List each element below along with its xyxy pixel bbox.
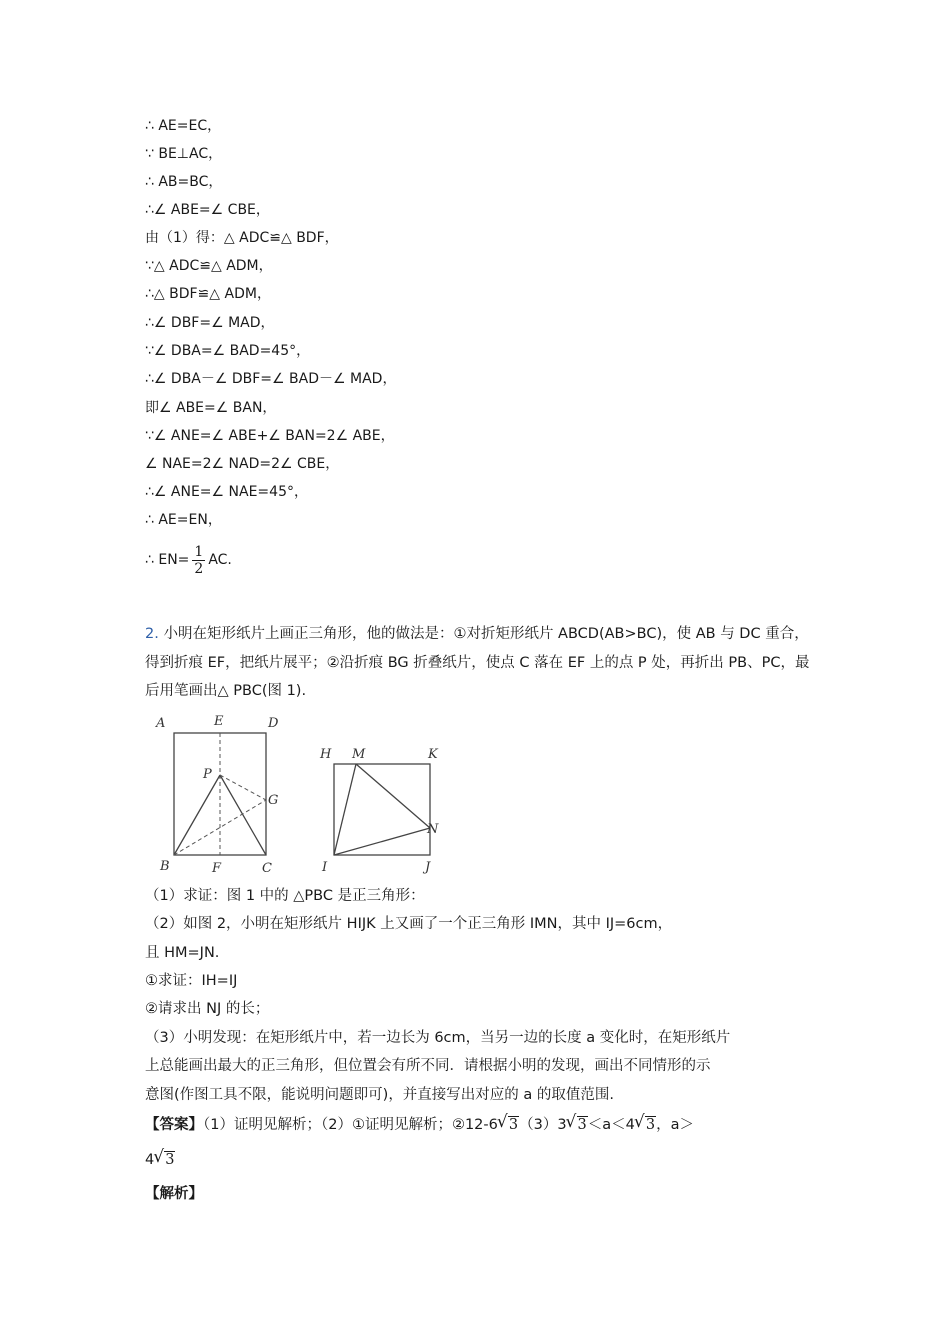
solution-step: ∴ AE=EN， bbox=[145, 512, 222, 528]
solution-step: ∵∠ ANE=∠ ABE+∠ BAN=2∠ ABE， bbox=[145, 428, 395, 444]
solution-step: ∴∠ ANE=∠ NAE=45°， bbox=[145, 484, 308, 500]
label-f: F bbox=[212, 861, 222, 876]
segment-in bbox=[334, 828, 430, 855]
label-n: N bbox=[427, 822, 439, 837]
solution-step: ∴∠ ABE=∠ CBE， bbox=[145, 202, 270, 218]
part-2-cont: 且 HM=JN. bbox=[145, 945, 220, 961]
question-number: 2. bbox=[145, 626, 159, 642]
part-3: （3）小明发现：在矩形纸片中，若一边长为 6cm，当另一边的长度 a 变化时，在矩形纸片 bbox=[145, 1030, 731, 1046]
analysis-label: 【解析】 bbox=[145, 1186, 203, 1202]
label-j: J bbox=[425, 860, 431, 875]
answer-text: ＜a＜4 bbox=[587, 1117, 635, 1133]
answer-text: 4 bbox=[145, 1152, 155, 1168]
solution-step: ∴△ BDF≌△ ADM， bbox=[145, 286, 271, 302]
label-b: B bbox=[160, 859, 170, 874]
label-e: E bbox=[214, 714, 224, 729]
label-m: M bbox=[352, 747, 366, 762]
final-step-prefix: ∴ EN= bbox=[145, 552, 190, 568]
part-2-1: ①求证：IH=IJ bbox=[145, 973, 238, 989]
solution-step: 由（1）得：△ ADC≌△ BDF， bbox=[145, 230, 339, 246]
fraction-numerator: 1 bbox=[194, 543, 204, 560]
segment-im bbox=[334, 764, 356, 855]
sqrt bbox=[154, 1150, 175, 1170]
final-step bbox=[145, 540, 232, 580]
sqrt bbox=[567, 1115, 588, 1135]
solution-step: ∵ BE⊥AC， bbox=[145, 146, 223, 162]
solution-step: ∴ AB=BC， bbox=[145, 174, 223, 190]
fraction-denominator: 2 bbox=[194, 560, 204, 577]
answer-text: （1）证明见解析；（2）①证明见解析；②12-6 bbox=[203, 1117, 498, 1133]
label-g: G bbox=[268, 793, 279, 808]
answer-label: 【答案】 bbox=[145, 1117, 203, 1133]
radicand: 3 bbox=[577, 1117, 587, 1133]
sqrt bbox=[635, 1115, 656, 1135]
part-3-cont: 上总能画出最大的正三角形，但位置会有所不同．请根据小明的发现，画出不同情形的示 bbox=[145, 1058, 711, 1074]
fraction bbox=[192, 544, 205, 577]
answer-line bbox=[145, 1115, 694, 1135]
answer-text: ，a＞ bbox=[656, 1117, 695, 1133]
part-2-2: ②请求出 NJ 的长； bbox=[145, 1001, 270, 1017]
label-d: D bbox=[268, 716, 279, 731]
solution-step: ∴ AE=EC， bbox=[145, 118, 222, 134]
rectangle-abcd bbox=[174, 733, 266, 855]
part-3-cont: 意图(作图工具不限，能说明问题即可)，并直接写出对应的 a 的取值范围. bbox=[145, 1087, 615, 1103]
solution-step: ∵△ ADC≌△ ADM， bbox=[145, 258, 273, 274]
segment-mn bbox=[356, 764, 430, 828]
sqrt bbox=[498, 1115, 519, 1135]
figure-2 bbox=[312, 740, 452, 880]
part-2: （2）如图 2，小明在矩形纸片 HIJK 上又画了一个正三角形 IMN，其中 IJ=6cm， bbox=[145, 916, 673, 932]
label-k: K bbox=[428, 747, 438, 762]
radicand: 3 bbox=[645, 1117, 656, 1133]
figure-1 bbox=[150, 712, 290, 882]
solution-step: ∴∠ DBF=∠ MAD， bbox=[145, 315, 275, 331]
label-c: C bbox=[262, 861, 272, 876]
label-p: P bbox=[203, 767, 212, 782]
answer-text: （3）3 bbox=[519, 1117, 567, 1133]
radicand: 3 bbox=[508, 1117, 519, 1133]
solution-step: 即∠ ABE=∠ BAN， bbox=[145, 400, 277, 416]
final-step-suffix: AC. bbox=[208, 552, 232, 568]
solution-step: ∵∠ DBA=∠ BAD=45°， bbox=[145, 343, 311, 359]
part-1: （1）求证：图 1 中的 △PBC 是正三角形： bbox=[145, 888, 425, 904]
radicand: 3 bbox=[165, 1152, 175, 1168]
label-a: A bbox=[156, 716, 166, 731]
label-h: H bbox=[320, 747, 332, 762]
label-i: I bbox=[322, 860, 328, 875]
question-text: 小明在矩形纸片上画正三角形，他的做法是：①对折矩形纸片 ABCD(AB>BC)，使 AB 与 DC 重合，得到折痕 EF，把纸片展平；②沿折痕 BG 折叠纸片，使点 C 落在 EF 上的点 P 处，再折出 PB、PC，最后用笔画出△ PBC(图 1). bbox=[145, 626, 810, 699]
solution-step: ∴∠ DBA－∠ DBF=∠ BAD－∠ MAD， bbox=[145, 371, 397, 387]
answer-line-2 bbox=[145, 1150, 175, 1170]
solution-step: ∠ NAE=2∠ NAD=2∠ CBE， bbox=[145, 456, 340, 472]
segment-pc bbox=[220, 775, 266, 855]
segment-bp bbox=[174, 775, 220, 855]
question-2 bbox=[145, 620, 810, 706]
